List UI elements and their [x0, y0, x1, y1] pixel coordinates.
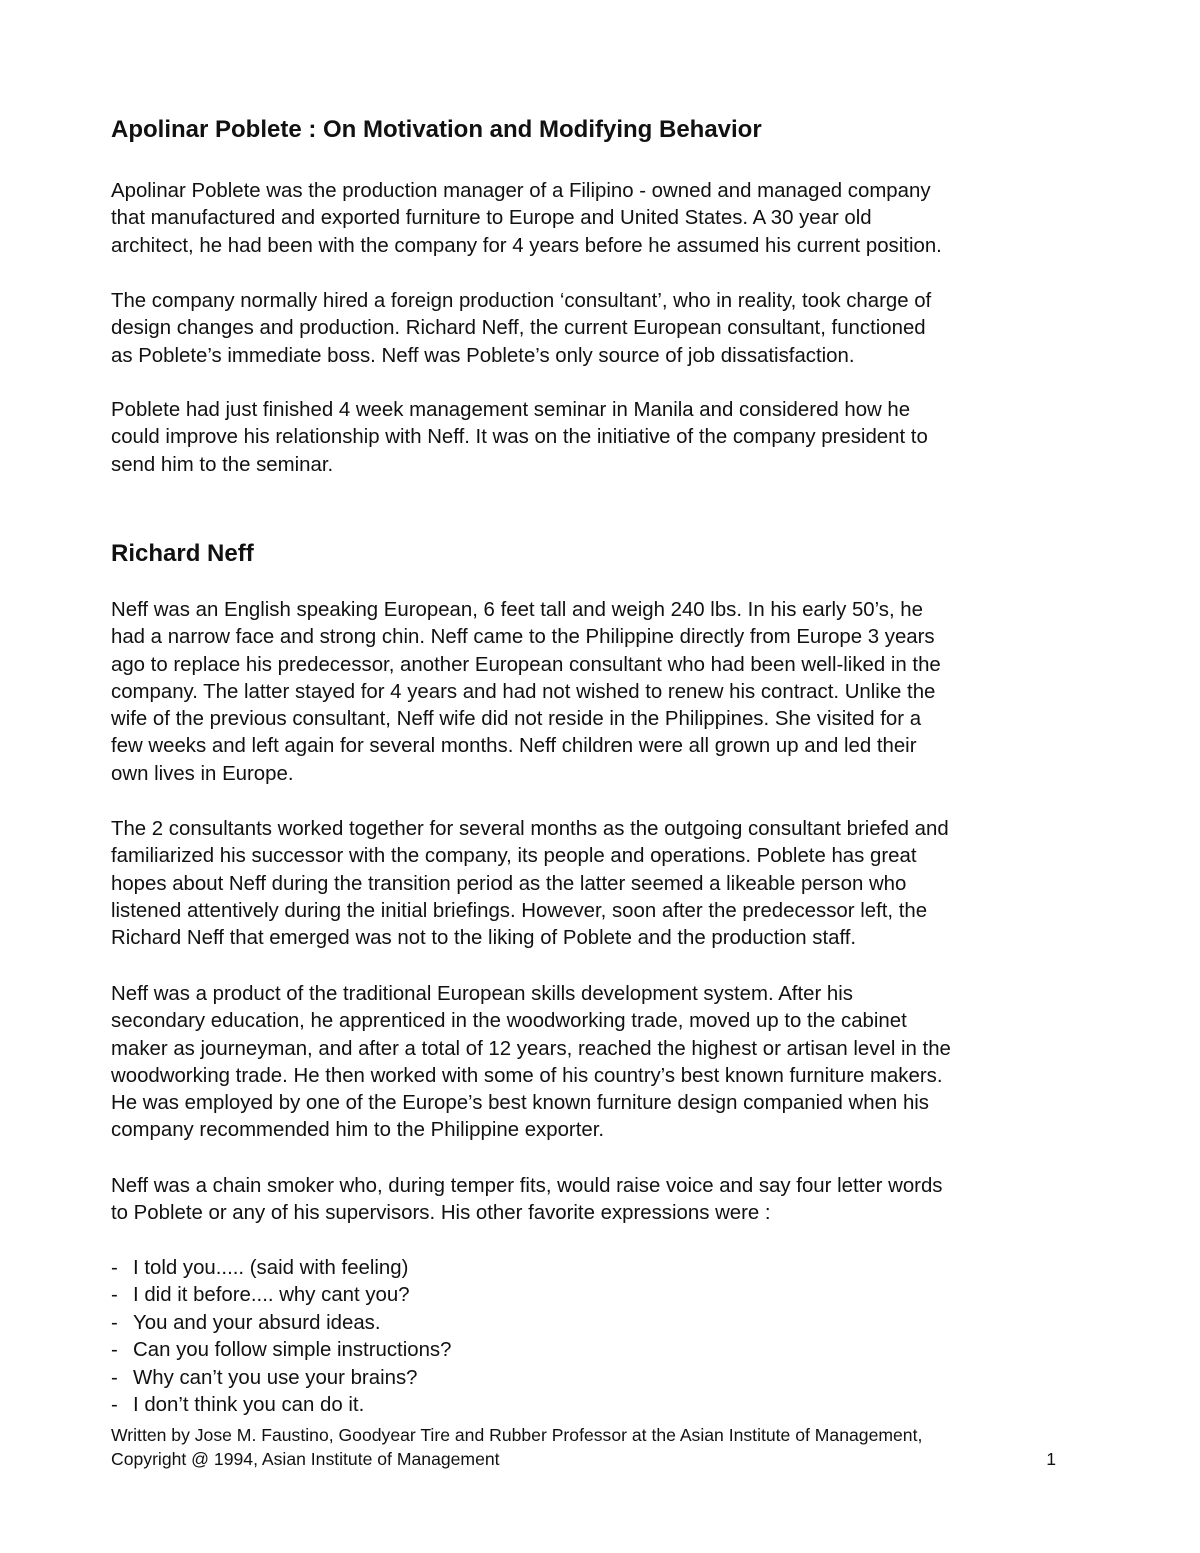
paragraph-line: familiarized his successor with the company, its people and operations. Poblete has great	[111, 845, 917, 868]
expression-text: I don’t think you can do it.	[133, 1394, 365, 1417]
expression-text: I told you..... (said with feeling)	[133, 1257, 409, 1279]
footer-copyright-line: Copyright @ 1994, Asian Institute of Management	[111, 1449, 500, 1469]
expression-text: You and your absurd ideas.	[133, 1311, 381, 1334]
expression-text: Can you follow simple instructions?	[133, 1339, 452, 1362]
paragraph-line: listened attentively during the initial briefings. However, soon after the predecessor left, the	[111, 899, 928, 922]
list-item	[111, 1337, 451, 1364]
document-title: Apolinar Poblete : On Motivation and Modifying Behavior	[111, 116, 762, 143]
dash-marker: -	[111, 1284, 118, 1307]
paragraph-line: send him to the seminar.	[111, 453, 334, 476]
paragraph-line: ago to replace his predecessor, another European consultant who had been well-liked in the	[111, 653, 941, 676]
footer-author-line: Written by Jose M. Faustino, Goodyear Tire and Rubber Professor at the Asian Institute of Management,	[111, 1425, 923, 1445]
paragraph-line: Poblete had just finished 4 week management seminar in Manila and considered how he	[111, 399, 911, 421]
paragraph-line: Apolinar Poblete was the production manager of a Filipino - owned and managed company	[111, 180, 931, 202]
list-item	[111, 1365, 451, 1392]
paragraph-line: hopes about Neff during the transition period as the latter seemed a likeable person who	[111, 872, 907, 895]
paragraph-line: to Poblete or any of his supervisors. His other favorite expressions were :	[111, 1202, 771, 1225]
paragraph-line: had a narrow face and strong chin. Neff came to the Philippine directly from Europe 3 years	[111, 626, 935, 649]
list-item	[111, 1282, 451, 1309]
expression-text: Why can’t you use your brains?	[133, 1366, 418, 1389]
paragraph-line: secondary education, he apprenticed in the woodworking trade, moved up to the cabinet	[111, 1010, 907, 1033]
section-paragraph-1	[111, 597, 1086, 788]
paragraph-line: The company normally hired a foreign production ‘consultant’, who in reality, took charge of	[111, 290, 932, 312]
paragraph-line: woodworking trade. He then worked with some of his country’s best known furniture makers.	[111, 1064, 943, 1087]
paragraph-line: architect, he had been with the company for 4 years before he assumed his current position.	[111, 234, 942, 257]
paragraph-line: design changes and production. Richard Neff, the current European consultant, functioned	[111, 317, 926, 340]
paragraph-line: as Poblete’s immediate boss. Neff was Poblete’s only source of job dissatisfaction.	[111, 344, 855, 367]
paragraph-line: few weeks and left again for several months. Neff children were all grown up and led their	[111, 735, 917, 758]
paragraph-line: that manufactured and exported furniture to Europe and United States. A 30 year old	[111, 207, 872, 230]
paragraph-line: Neff was an English speaking European, 6 feet tall and weigh 240 lbs. In his early 50’s, he	[111, 599, 923, 621]
paragraph-line: company. The latter stayed for 4 years and had not wished to renew his contract. Unlike the	[111, 680, 936, 703]
paragraph-line: Richard Neff that emerged was not to the liking of Poblete and the production staff.	[111, 927, 857, 950]
dash-marker: -	[111, 1366, 118, 1389]
paragraph-line: maker as journeyman, and after a total of 12 years, reached the highest or artisan level in the	[111, 1037, 951, 1060]
expression-text: I did it before.... why cant you?	[133, 1284, 410, 1307]
paragraph-line: Neff was a chain smoker who, during temper fits, would raise voice and say four letter words	[111, 1175, 943, 1197]
section-paragraph-3	[111, 981, 1086, 1145]
expressions-list	[111, 1255, 451, 1419]
paragraph-line: Neff was a product of the traditional European skills development system. After his	[111, 983, 853, 1005]
paragraph-line: company recommended him to the Philippine exporter.	[111, 1119, 605, 1142]
page-number: 1	[1046, 1449, 1056, 1469]
dash-marker: -	[111, 1257, 118, 1279]
paragraph-line: He was employed by one of the Europe’s best known furniture design companied when his	[111, 1092, 930, 1115]
paragraph-line: wife of the previous consultant, Neff wife did not reside in the Philippines. She visited for a	[111, 708, 922, 731]
paragraph-line: could improve his relationship with Neff. It was on the initiative of the company president to	[111, 426, 928, 449]
intro-paragraph-3	[111, 397, 1086, 479]
list-item	[111, 1392, 451, 1419]
page-footer	[111, 1423, 1086, 1471]
list-item	[111, 1255, 451, 1282]
dash-marker: -	[111, 1339, 118, 1362]
section-paragraph-4	[111, 1173, 1086, 1228]
paragraph-line: The 2 consultants worked together for several months as the outgoing consultant briefed and	[111, 818, 949, 840]
section-paragraph-2	[111, 816, 1086, 952]
intro-paragraph-1	[111, 178, 1086, 260]
section-heading: Richard Neff	[111, 540, 254, 567]
paragraph-line: own lives in Europe.	[111, 762, 294, 785]
dash-marker: -	[111, 1311, 118, 1334]
list-item	[111, 1310, 451, 1337]
intro-paragraph-2	[111, 288, 1086, 370]
document-page	[111, 0, 1086, 1553]
dash-marker: -	[111, 1394, 118, 1417]
